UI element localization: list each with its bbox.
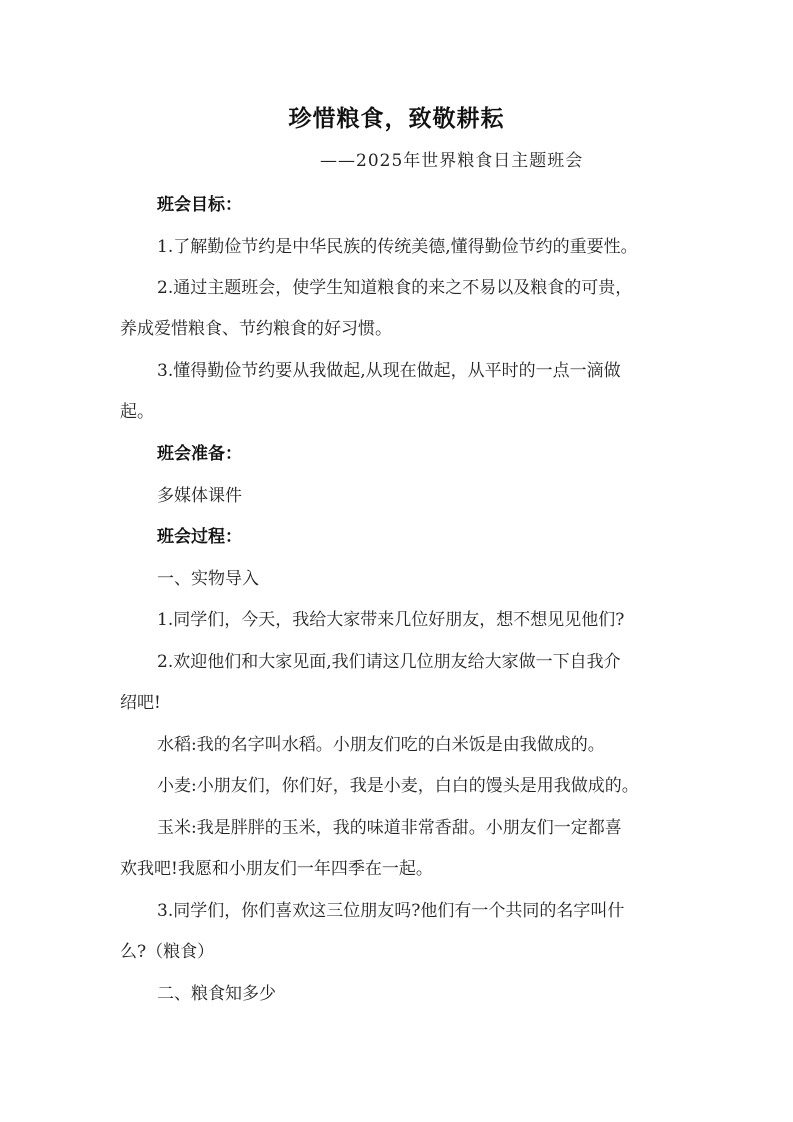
process-p3: 3.同学们，你们喜欢这三位朋友吗?他们有一个共同的名字叫什 xyxy=(157,901,625,921)
part1-title: 一、实物导入 xyxy=(157,569,259,589)
document-title: 珍惜粮食，致敬耕耘 xyxy=(288,106,505,132)
goal-item-2: 2.通过主题班会，使学生知道粮食的来之不易以及粮食的可贵， xyxy=(157,278,633,298)
process-p2-cont: 绍吧! xyxy=(120,693,161,713)
wheat-line: 小麦:小朋友们，你们好，我是小麦，白白的馒头是用我做成的。 xyxy=(157,776,639,796)
part2-title: 二、粮食知多少 xyxy=(157,984,276,1004)
prep-text: 多媒体课件 xyxy=(157,486,242,506)
goal-item-2-cont: 养成爱惜粮食、节约粮食的好习惯。 xyxy=(120,319,392,339)
process-p3-cont: 么?（粮食） xyxy=(120,942,215,962)
corn-line-cont: 欢我吧!我愿和小朋友们一年四季在一起。 xyxy=(120,859,433,879)
process-heading: 班会过程： xyxy=(157,527,242,547)
rice-line: 水稻:我的名字叫水稻。小朋友们吃的白米饭是由我做成的。 xyxy=(157,735,605,755)
corn-line: 玉米:我是胖胖的玉米，我的味道非常香甜。小朋友们一定都喜 xyxy=(157,818,622,838)
prep-heading: 班会准备： xyxy=(157,444,242,464)
process-p1: 1.同学们，今天，我给大家带来几位好朋友，想不想见见他们? xyxy=(157,610,625,630)
goal-item-1: 1.了解勤俭节约是中华民族的传统美德,懂得勤俭节约的重要性。 xyxy=(157,237,638,257)
goal-item-3: 3.懂得勤俭节约要从我做起,从现在做起，从平时的一点一滴做 xyxy=(157,361,621,381)
goal-item-3-cont: 起。 xyxy=(120,402,154,422)
goals-heading: 班会目标： xyxy=(157,195,242,215)
document-subtitle: ——2025年世界粮食日主题班会 xyxy=(320,151,584,171)
process-p2: 2.欢迎他们和大家见面,我们请这几位朋友给大家做一下自我介 xyxy=(157,652,621,672)
